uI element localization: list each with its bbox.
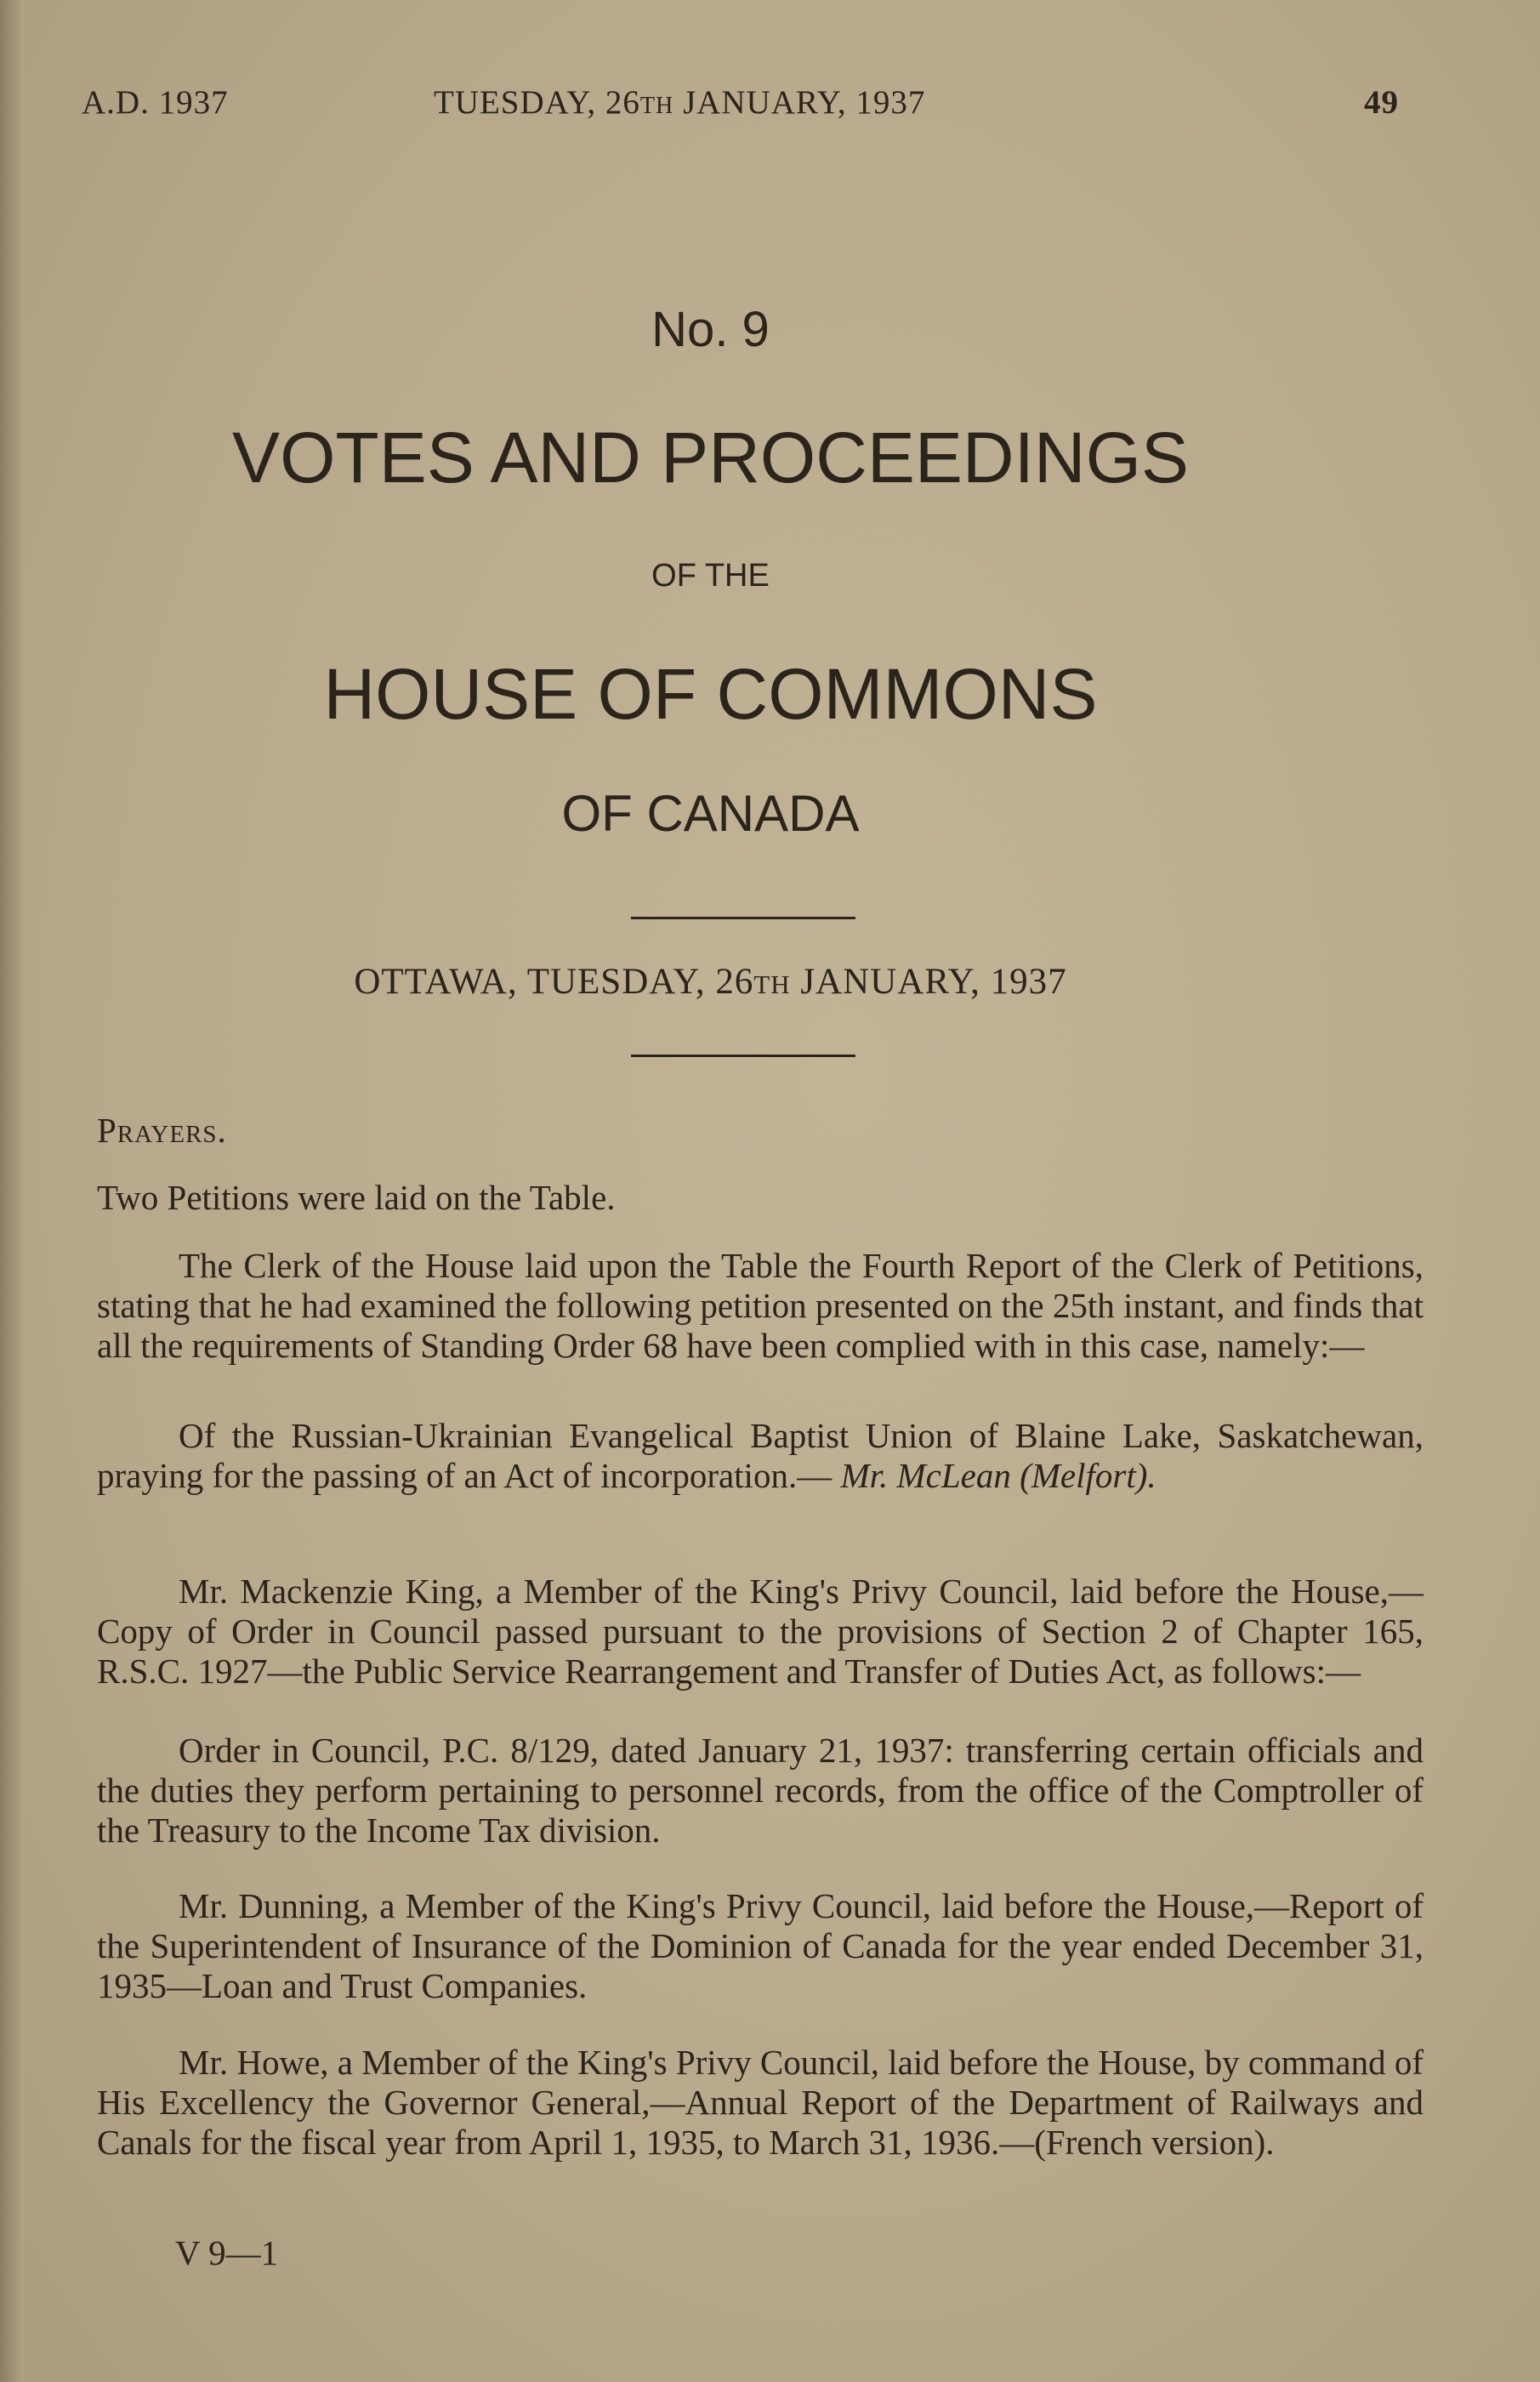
divider-rule-top [631, 917, 855, 919]
paragraph-text: Mr. Howe, a Member of the King's Privy Council, laid before the House, by command of His Excellency the Governor General,—Annual Report of the Department of Railways and Canals for the fiscal year from April 1, 1935, to March 31, 1936.—(French version). [97, 2043, 1424, 2162]
paragraph-text: Mr. Dunning, a Member of the King's Privy Council, laid before the House,—Report of the Superintendent of Insurance of the Dominion of Canada for the year ended December 31, 1935—Loan and Trust Companies. [97, 1886, 1424, 2005]
member-attribution: Mr. McLean (Melfort). [840, 1456, 1156, 1495]
paragraph-text: Of the Russian-Ukrainian Evangelical Baptist Union of Blaine Lake, Saskatchewan, praying for the passing of an Act of incorporation.— Mr. McLean (Melfort). [97, 1416, 1424, 1495]
running-head-year: A.D. 1937 [82, 84, 229, 121]
title-of-canada: OF CANADA [561, 785, 860, 842]
paragraph-dunning-tabled [97, 1886, 1424, 2006]
paragraph-text: The Clerk of the House laid upon the Table the Fourth Report of the Clerk of Petitions, stating that he had examined the following petition presented on the 25th instant, and finds that all the requirements of Standing Order 68 have been complied with in this case, namely:— [97, 1246, 1424, 1365]
paragraph-text: Order in Council, P.C. 8/129, dated January 21, 1937: transferring certain officials and the duties they perform pertaining to personnel records, from the office of the Comptroller of the Treasury to the Income Tax division. [97, 1731, 1424, 1850]
divider-rule-bottom [631, 1055, 855, 1057]
title-votes-and-proceedings: VOTES AND PROCEEDINGS [232, 418, 1189, 497]
paragraph-order-in-council [97, 1731, 1424, 1850]
paragraph-howe-tabled [97, 2043, 1424, 2163]
paragraph-text: Two Petitions were laid on the Table. [97, 1178, 616, 1217]
title-house-of-commons: HOUSE OF COMMONS [323, 654, 1098, 734]
title-of-the: OF THE [651, 558, 770, 594]
paragraph-king-tabled [97, 1572, 1424, 1691]
issue-number: No. 9 [651, 302, 770, 357]
dateline: OTTAWA, TUESDAY, 26TH JANUARY, 1937 [354, 962, 1067, 1002]
running-head-date: TUESDAY, 26TH JANUARY, 1937 [434, 84, 926, 121]
signature-mark: V 9—1 [175, 2233, 279, 2272]
paragraph-russian-petition [97, 1416, 1424, 1496]
paragraph-clerk-report [97, 1246, 1424, 1366]
paragraph-text: Mr. Mackenzie King, a Member of the King's Privy Council, laid before the House,—Copy of Order in Council passed pursuant to the provisions of Section 2 of Chapter 165, R.S.C. 1927—the Public Service Rearrangement and Transfer of Duties Act, as follows:— [97, 1572, 1424, 1691]
page-number: 49 [1364, 84, 1399, 121]
paragraph-petitions [97, 1178, 1424, 1218]
prayers-heading: Prayers. [97, 1111, 227, 1150]
